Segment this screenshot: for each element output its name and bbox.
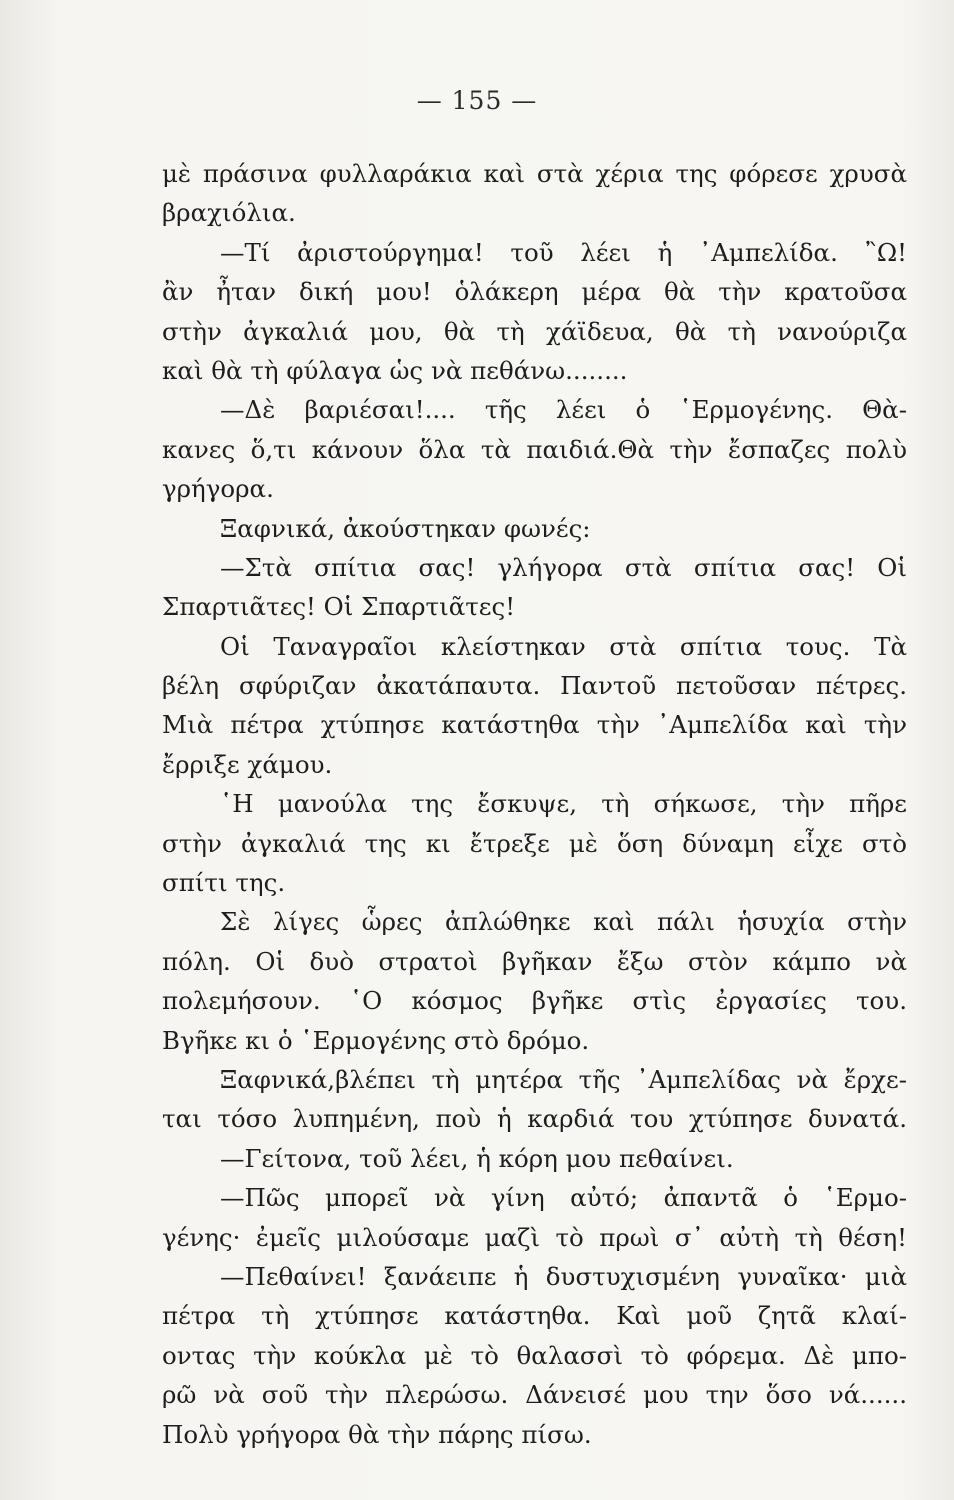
- text-line: ῾Η μανούλα της ἔσκυψε, τὴ σήκωσε, τὴν πῆρε: [220, 789, 907, 819]
- text-line: γρήγορα.: [162, 474, 274, 504]
- text-line: —Γείτονα, τοῦ λέει, ἡ κόρη μου πεθαίνει.: [220, 1143, 734, 1173]
- text-line: πολεμήσουν. ῾Ο κόσμος βγῆκε στὶς ἐργασίες του.: [162, 986, 907, 1016]
- text-line: γένης· ἐμεῖς μιλούσαμε μαζὶ τὸ πρωὶ σ᾿ αὐτὴ τὴ θέση!: [162, 1222, 907, 1252]
- text-line: ται τόσο λυπημένη, ποὺ ἡ καρδιά του χτύπησε δυνατά.: [162, 1104, 907, 1134]
- text-line: —Δὲ βαριέσαι!.... τῆς λέει ὁ ῾Ερμογένης. Θὰ-: [220, 395, 907, 425]
- text-line: πέτρα τὴ χτύπησε κατάστηθα. Καὶ μοῦ ζητᾶ κλαί-: [162, 1301, 907, 1331]
- page-number: — 155 —: [416, 86, 538, 115]
- text-line: Μιὰ πέτρα χτύπησε κατάστηθα τὴν ᾿Αμπελίδα καὶ τὴν: [162, 710, 907, 740]
- text-line: πόλη. Οἱ δυὸ στρατοὶ βγῆκαν ἔξω στὸν κάμπο νὰ: [162, 946, 907, 976]
- text-line: Ξαφνικά,βλέπει τὴ μητέρα τῆς ᾿Αμπελίδας νὰ ἔρχε-: [220, 1064, 907, 1094]
- text-line: κανες ὅ,τι κάνουν ὅλα τὰ παιδιά.Θὰ τὴν ἔσπαζες πολὺ: [162, 434, 907, 464]
- text-line: στὴν ἀγκαλιά μου, θὰ τὴ χάϊδευα, θὰ τὴ νανούριζα: [162, 316, 907, 346]
- text-line: ρῶ νὰ σοῦ τὴν πλερώσω. Δάνεισέ μου την ὅσο νά......: [162, 1380, 907, 1410]
- text-line: Πολὺ γρήγορα θὰ τὴν πάρης πίσω.: [162, 1419, 592, 1449]
- text-line: —Στὰ σπίτια σας! γλήγορα στὰ σπίτια σας! Οἱ: [220, 552, 907, 582]
- text-line: βραχιόλια.: [162, 198, 296, 228]
- text-line: καὶ θὰ τὴ φύλαγα ὡς νὰ πεθάνω........: [162, 355, 628, 385]
- text-line: οντας τὴν κούκλα μὲ τὸ θαλασσὶ τὸ φόρεμα. Δὲ μπο-: [162, 1340, 907, 1370]
- text-line: ἂν ἦταν δική μου! ὁλάκερη μέρα θὰ τὴν κρατοῦσα: [162, 277, 907, 307]
- text-line: βέλη σφύριζαν ἀκατάπαυτα. Παντοῦ πετοῦσαν πέτρες.: [162, 671, 907, 701]
- text-line: ἔρριξε χάμου.: [162, 749, 333, 779]
- text-line: σπίτι της.: [162, 868, 286, 898]
- text-line: Σπαρτιᾶτες! Οἱ Σπαρτιᾶτες!: [162, 592, 516, 622]
- text-line: στὴν ἀγκαλιά της κι ἔτρεξε μὲ ὅση δύναμη εἶχε στὸ: [162, 828, 907, 858]
- text-line: —Πῶς μπορεῖ νὰ γίνη αὐτό; ἀπαντᾶ ὁ ῾Ερμο-: [220, 1183, 907, 1213]
- text-line: —Πεθαίνει! ξανάειπε ἡ δυστυχισμένη γυναῖκα· μιὰ: [220, 1261, 907, 1291]
- text-line: Ξαφνικά, ἀκούστηκαν φωνές:: [220, 513, 591, 543]
- text-line: —Τί ἀριστούργημα! τοῦ λέει ἡ ᾿Αμπελίδα. ῍Ω!: [220, 237, 907, 267]
- text-line: Βγῆκε κι ὁ ῾Ερμογένης στὸ δρόμο.: [162, 1025, 590, 1055]
- text-line: Σὲ λίγες ὧρες ἀπλώθηκε καὶ πάλι ἡσυχία στὴν: [220, 907, 907, 937]
- text-line: Οἱ Ταναγραῖοι κλείστηκαν στὰ σπίτια τους. Τὰ: [220, 631, 907, 661]
- body-text: [162, 154, 907, 1454]
- text-line: μὲ πράσινα φυλλαράκια καὶ στὰ χέρια της φόρεσε χρυσὰ: [162, 159, 907, 188]
